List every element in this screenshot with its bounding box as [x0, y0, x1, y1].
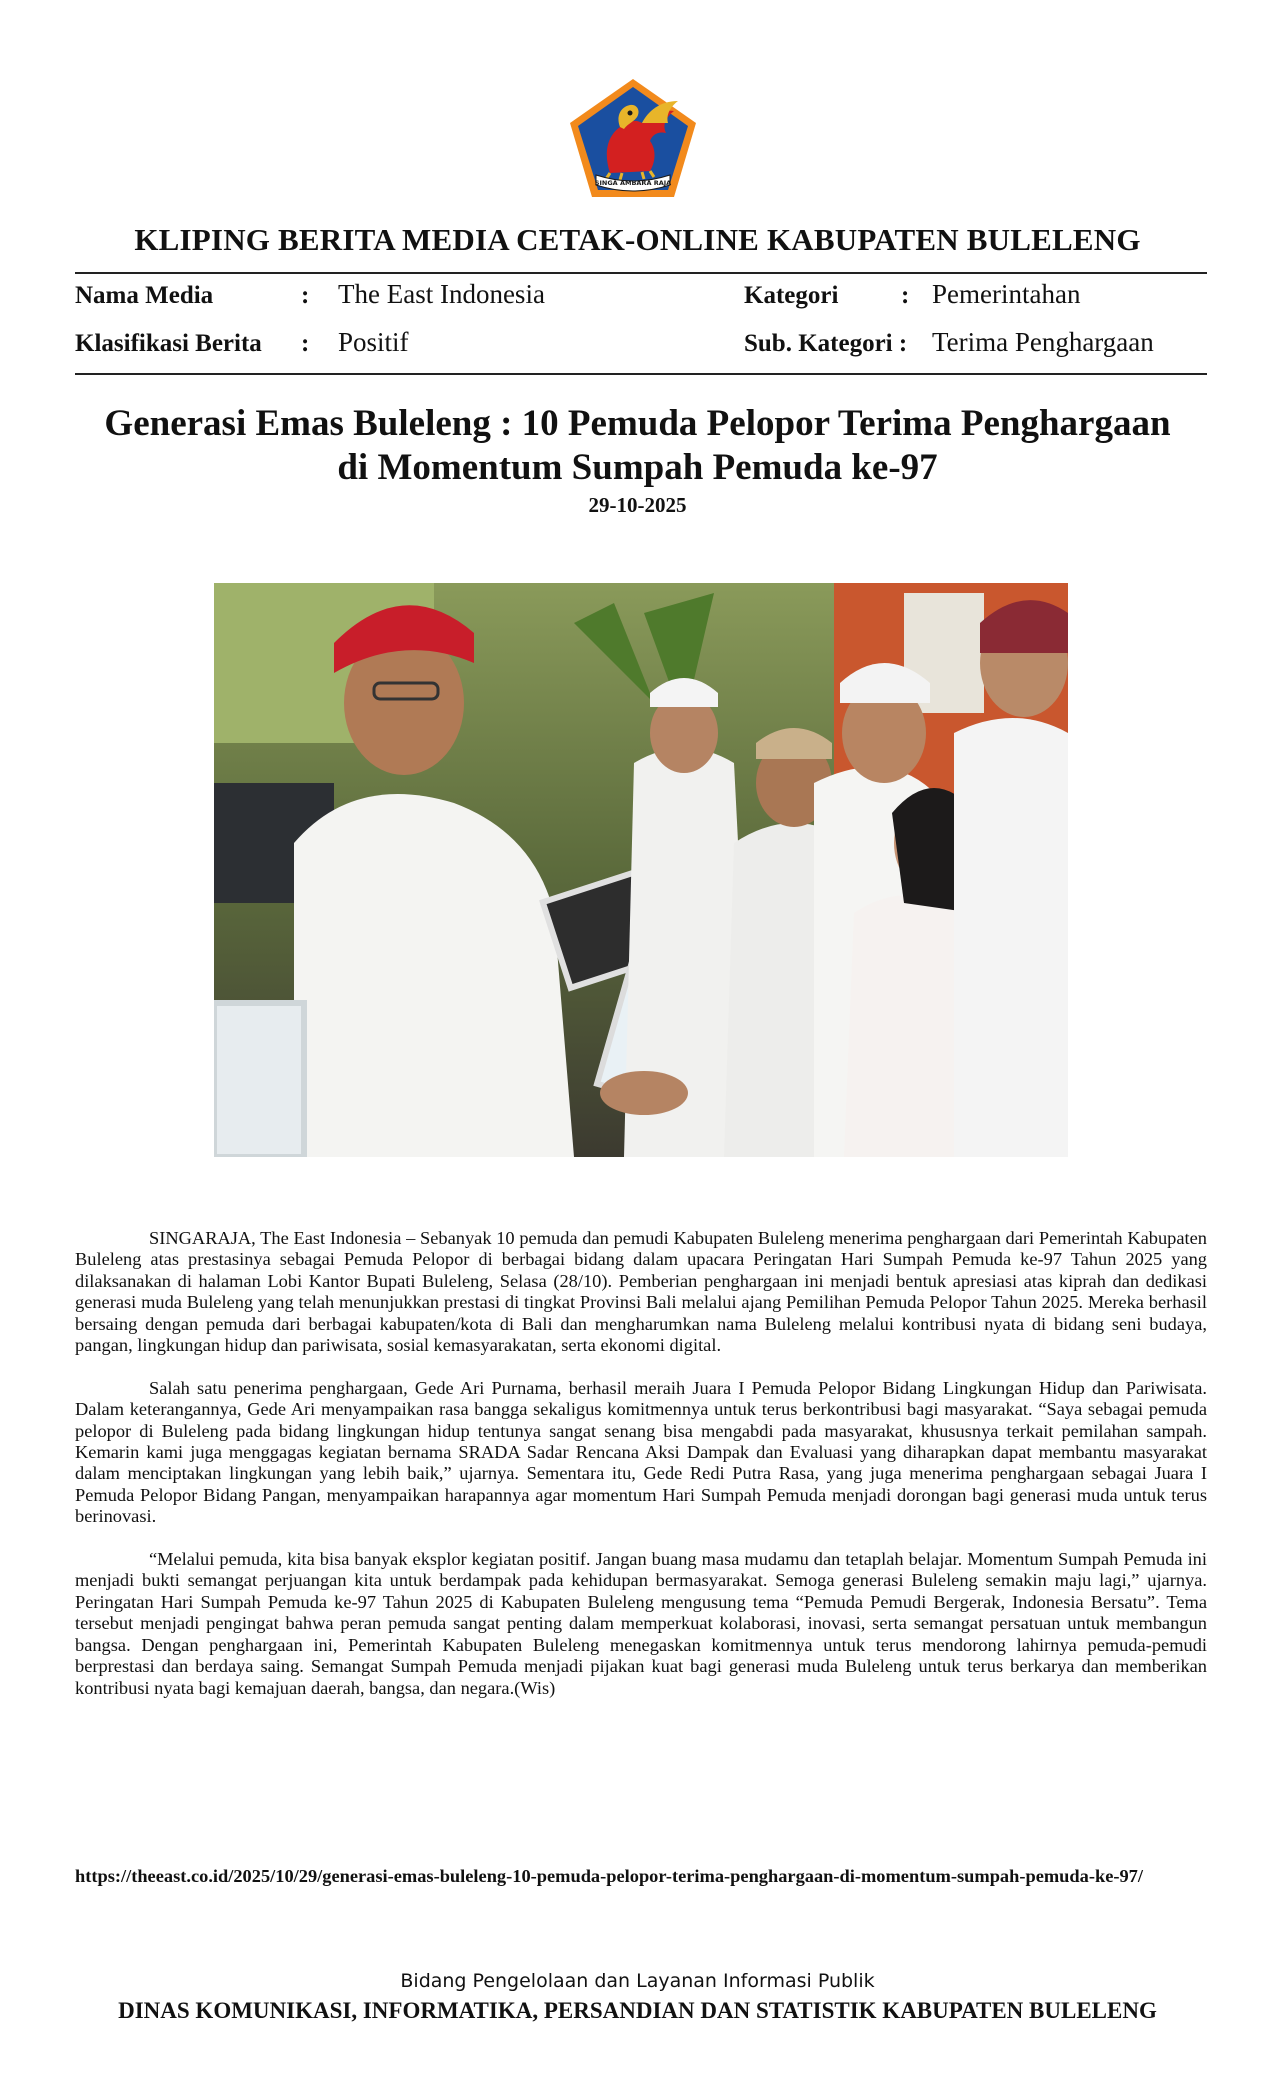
- kategori-colon: :: [901, 282, 910, 309]
- article-paragraph-3: “Melalui pemuda, kita bisa banyak eksplor kegiatan positif. Jangan buang masa mudamu dan tetaplah belajar. Momentum Sumpah Pemuda ini menjadi bukti semangat perjuangan kita untuk berdampak pada kehidupan bermasyarakat. Semoga generasi Buleleng semakin maju lagi,” ujarnya. Peringatan Hari Sumpah Pemuda ke-97 Tahun 2025 di Kabupaten Buleleng mengusung tema “Pemuda Pemudi Bergerak, Indonesia Bersatu”. Tema tersebut menjadi pengingat bahwa peran pemuda sangat penting dalam memperkuat kolaborasi, inovasi, serta semangat persatuan untuk membangun bangsa. Dengan penghargaan ini, Pemerintah Kabupaten Buleleng menegaskan komitmennya untuk terus mendorong lahirnya pemuda-pemudi berprestasi dan berdaya saing. Semangat Sumpah Pemuda menjadi pijakan kuat bagi generasi muda Buleleng untuk terus berkarya dan memberikan kontribusi nyata bagi kemajuan daerah, bangsa, dan negara.(Wis): [75, 1549, 1207, 1698]
- crest-motto-text: SINGA AMBARA RAJA: [594, 179, 672, 187]
- article-title-line-2: di Momentum Sumpah Pemuda ke-97: [337, 447, 938, 488]
- award-ceremony-photo: [214, 583, 1068, 1157]
- document-header-title: KLIPING BERITA MEDIA CETAK-ONLINE KABUPATEN BULELENG: [134, 222, 1141, 257]
- nama-media-colon: :: [301, 282, 310, 309]
- klasifikasi-berita-colon: :: [301, 330, 310, 357]
- klasifikasi-berita-label: Klasifikasi Berita: [75, 330, 262, 357]
- source-url-link[interactable]: https://theeast.co.id/2025/10/29/generasi-emas-buleleng-10-pemuda-pelopor-terima-penghargaan-di-momentum-sumpah-pemuda-ke-97/: [75, 1866, 1143, 1886]
- footer-subtitle: Bidang Pengelolaan dan Layanan Informasi Publik: [400, 1970, 875, 1992]
- sub-kategori-value: Terima Penghargaan: [932, 327, 1154, 357]
- nama-media-label: Nama Media: [75, 282, 214, 309]
- kategori-label: Kategori: [744, 282, 839, 309]
- singa-ambara-raja-crest-icon: [566, 75, 700, 201]
- header-divider-top: [75, 272, 1207, 274]
- klasifikasi-berita-value: Positif: [338, 327, 409, 357]
- nama-media-value: The East Indonesia: [338, 279, 545, 309]
- footer-title: DINAS KOMUNIKASI, INFORMATIKA, PERSANDIAN DAN STATISTIK KABUPATEN BULELENG: [118, 1998, 1157, 2023]
- sub-kategori-label: Sub. Kategori :: [744, 330, 908, 357]
- article-body: [75, 1228, 1207, 1720]
- kategori-value: Pemerintahan: [932, 279, 1081, 309]
- article-title: [0, 402, 1275, 490]
- article-date: 29-10-2025: [588, 493, 687, 517]
- article-paragraph-1: SINGARAJA, The East Indonesia – Sebanyak 10 pemuda dan pemudi Kabupaten Buleleng menerima penghargaan dari Pemerintah Kabupaten Buleleng atas prestasinya sebagai Pemuda Pelopor di berbagai bidang dalam upacara Peringatan Hari Sumpah Pemuda ke-97 Tahun 2025 yang dilaksanakan di halaman Lobi Kantor Bupati Buleleng, Selasa (28/10). Pemberian penghargaan ini menjadi bentuk apresiasi atas kiprah dan dedikasi generasi muda Buleleng yang telah menunjukkan prestasi di tingkat Provinsi Bali melalui ajang Pemilihan Pemuda Pelopor Tahun 2025. Mereka berhasil bersaing dengan pemuda dari berbagai kabupaten/kota di Bali dan mengharumkan nama Buleleng melalui kontribusi nyata di bidang seni budaya, pangan, lingkungan hidup dan pariwisata, sosial kemasyarakatan, serta ekonomi digital.: [75, 1228, 1207, 1356]
- article-title-line-1: Generasi Emas Buleleng : 10 Pemuda Pelopor Terima Penghargaan: [104, 403, 1171, 444]
- article-paragraph-2: Salah satu penerima penghargaan, Gede Ari Purnama, berhasil meraih Juara I Pemuda Pelopor Bidang Lingkungan Hidup dan Pariwisata. Dalam keterangannya, Gede Ari menyampaikan rasa bangga sekaligus komitmennya untuk terus berkontribusi bagi masyarakat. “Saya sebagai pemuda pelopor di Buleleng pada bidang lingkungan hidup tentunya sangat senang bisa mengabdi pada masyarakat, khususnya terkait pemilahan sampah. Kemarin kami juga menggagas kegiatan bernama SRADA Sadar Rencana Aksi Dampak dan Evaluasi yang diharapkan dapat membantu masyarakat dalam menciptakan lingkungan yang lebih baik,” ujarnya. Sementara itu, Gede Redi Putra Rasa, yang juga menerima penghargaan sebagai Juara I Pemuda Pelopor Bidang Pangan, menyampaikan harapannya agar momentum Hari Sumpah Pemuda menjadi dorongan bagi generasi muda untuk terus berinovasi.: [75, 1377, 1207, 1527]
- header-divider-bottom: [75, 373, 1207, 375]
